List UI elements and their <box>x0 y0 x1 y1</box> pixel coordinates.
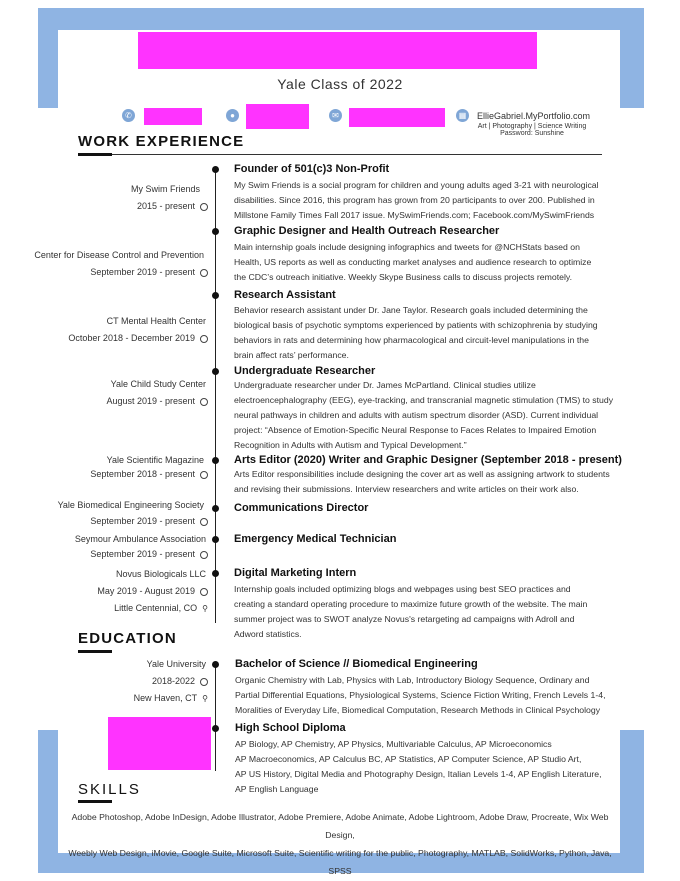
education-timeline <box>215 663 216 771</box>
work-dates: September 2019 - present <box>90 516 195 526</box>
phone-icon: ✆ <box>122 109 135 122</box>
location-icon: ● <box>226 109 239 122</box>
work-dates: 2015 - present <box>136 201 195 211</box>
frame-top-bar <box>38 8 644 30</box>
work-description: My Swim Friends is a social program for children and young adults aged 3-21 with neurological disabilities. Since 2016, this program has grown from 20 participants to over 200. Published in Millstone Family Times Fall 2017 issue. MySwimFriends.com; Facebook.com/MySwimFriends <box>234 180 599 220</box>
work-timeline <box>215 169 216 623</box>
education-description: AP Biology, AP Chemistry, AP Physics, Multivariable Calculus, AP Microeconomics AP Macroeconomics, AP Calculus BC, AP Statistics, AP Computer Science, AP Studio Art, AP US History, Digital Media and Photography Design, Italian Levels 1-4, AP English Literature, AP English Language <box>235 739 602 794</box>
timeline-dot <box>212 368 219 375</box>
work-dates: September 2019 - present <box>90 549 195 559</box>
work-org: Novus Biologicals LLC <box>115 569 206 579</box>
timeline-dot <box>212 725 219 732</box>
education-location: New Haven, CT <box>133 693 198 703</box>
clock-icon <box>200 518 208 526</box>
education-title: High School Diploma <box>235 722 346 734</box>
phone-redaction <box>144 108 202 125</box>
timeline-dot <box>212 570 219 577</box>
education-heading: EDUCATION <box>78 630 177 647</box>
work-dates: September 2019 - present <box>90 267 195 277</box>
work-title: Digital Marketing Intern <box>234 567 357 579</box>
frame-bottom-left-bar <box>38 730 58 873</box>
timeline-dot <box>212 457 219 464</box>
work-description: Main internship goals include designing infographics and tweets for @NCHStats based on Health, US reports as well as conducting market analyses and audience research to optimize the CDC’s outreach initiative. Weekly Skype Business calls to discuss projects remotely. <box>234 242 592 282</box>
work-org: Yale Biomedical Engineering Society <box>57 500 204 510</box>
portfolio-password: Password: Sunshine <box>500 130 564 137</box>
clock-icon <box>200 203 208 211</box>
work-dates: September 2018 - present <box>90 469 195 479</box>
class-year: Yale Class of 2022 <box>277 76 403 92</box>
work-org: Yale Child Study Center <box>110 379 206 389</box>
work-title: Communications Director <box>234 502 369 514</box>
email-redaction <box>349 108 445 127</box>
work-heading-accent <box>78 153 112 156</box>
skills-heading: SKILLS <box>78 781 141 798</box>
frame-left-bar <box>38 8 58 108</box>
work-org: Seymour Ambulance Association <box>74 534 206 544</box>
education-description: Organic Chemistry with Lab, Physics with Lab, Introductory Biology Sequence, Ordinary and Partial Differential Equations, Physiological Systems, Science Fiction Writing, French Levels 1-4, Moralities of Everyday Life, Biomedical Computation, Research Methods in Clinical Psychology <box>235 675 606 715</box>
frame-bottom-right-bar <box>620 730 644 873</box>
work-org: Yale Scientific Magazine <box>106 455 204 465</box>
portfolio-icon: ▦ <box>456 109 469 122</box>
clock-icon <box>200 471 208 479</box>
frame-right-bar <box>620 8 644 108</box>
work-title: Emergency Medical Technician <box>234 533 397 545</box>
work-org: CT Mental Health Center <box>106 316 206 326</box>
timeline-dot <box>212 505 219 512</box>
map-pin-icon: ⚲ <box>202 694 208 703</box>
timeline-dot <box>212 536 219 543</box>
work-org: My Swim Friends <box>130 184 200 194</box>
education-heading-accent <box>78 650 112 653</box>
education-org: Yale University <box>146 659 206 669</box>
timeline-dot <box>212 661 219 668</box>
work-org: Center for Disease Control and Prevention <box>34 250 204 260</box>
clock-icon <box>200 678 208 686</box>
work-description: Internship goals included optimizing blogs and webpages using best SEO practices and creating a standard operating procedure to maximize future growth of the website. The main summer project was to SWOT analyze Novus's retargeting ad campaigns with Adroll and Adword statistics. <box>234 584 588 639</box>
work-description: Undergraduate researcher under Dr. James McPartland. Clinical studies utilize electroencephalography (EEG), eye-tracking, and transcranial magnetic stimulation (TMS) to study neural pathways in children and adults with autism spectrum disorder (ASD). Current individual project: “Absence of Emotion-Specific Neural Response to Faces Relates to Impaired Emotion Recognition in Adults with Autism and Typical Development.” <box>234 380 614 450</box>
clock-icon <box>200 398 208 406</box>
timeline-dot <box>212 166 219 173</box>
portfolio-link[interactable]: EllieGabriel.MyPortfolio.com <box>477 111 591 121</box>
work-title: Research Assistant <box>234 289 336 301</box>
clock-icon <box>200 551 208 559</box>
address-redaction <box>246 104 309 129</box>
school-redaction <box>108 717 211 770</box>
work-location: Little Centennial, CO <box>114 603 198 613</box>
work-dates: August 2019 - present <box>106 396 195 406</box>
timeline-dot <box>212 228 219 235</box>
work-title: Arts Editor (2020) Writer and Graphic Designer (September 2018 - present) <box>234 454 622 466</box>
work-dates: October 2018 - December 2019 <box>68 333 195 343</box>
education-title: Bachelor of Science // Biomedical Engineering <box>235 658 478 670</box>
work-dates: May 2019 - August 2019 <box>97 586 195 596</box>
work-title: Founder of 501(c)3 Non-Profit <box>234 163 390 175</box>
work-experience-heading: WORK EXPERIENCE <box>78 133 245 150</box>
work-title: Undergraduate Researcher <box>234 365 376 377</box>
clock-icon <box>200 335 208 343</box>
skills-heading-accent <box>78 800 112 803</box>
email-icon: ✉ <box>329 109 342 122</box>
work-heading-rule <box>78 154 602 155</box>
work-description: Behavior research assistant under Dr. Jane Taylor. Research goals included determining the biological basis of psychotic symptoms experienced by patients with schizophrenia by studying behaviors in rats and determining how pharmacological and circuit-level manipulations in the brain affect rats’ performance. <box>234 305 598 360</box>
clock-icon <box>200 269 208 277</box>
clock-icon <box>200 588 208 596</box>
education-dates: 2018-2022 <box>151 676 195 686</box>
map-pin-icon: ⚲ <box>202 604 208 613</box>
timeline-dot <box>212 292 219 299</box>
name-redaction <box>138 32 537 69</box>
skills-list: Adobe Photoshop, Adobe InDesign, Adobe Illustrator, Adobe Premiere, Adobe Animate, Adobe Lightroom, Adobe Draw, Procreate, Wix Web Design, Weebly Web Design, iMovie, Google Suite, Microsoft Suite, Scientific writing for the public, Photography, MATLAB, SolidWorks, Python, Java, SPSS <box>68 812 612 876</box>
work-title: Graphic Designer and Health Outreach Researcher <box>234 225 500 237</box>
work-description: Arts Editor responsibilities include designing the cover art as well as assigning artwork to students and revising their submissions. Interview researchers and write articles on their work also. <box>234 469 610 494</box>
tagline: Art | Photography | Science Writing <box>477 123 587 130</box>
